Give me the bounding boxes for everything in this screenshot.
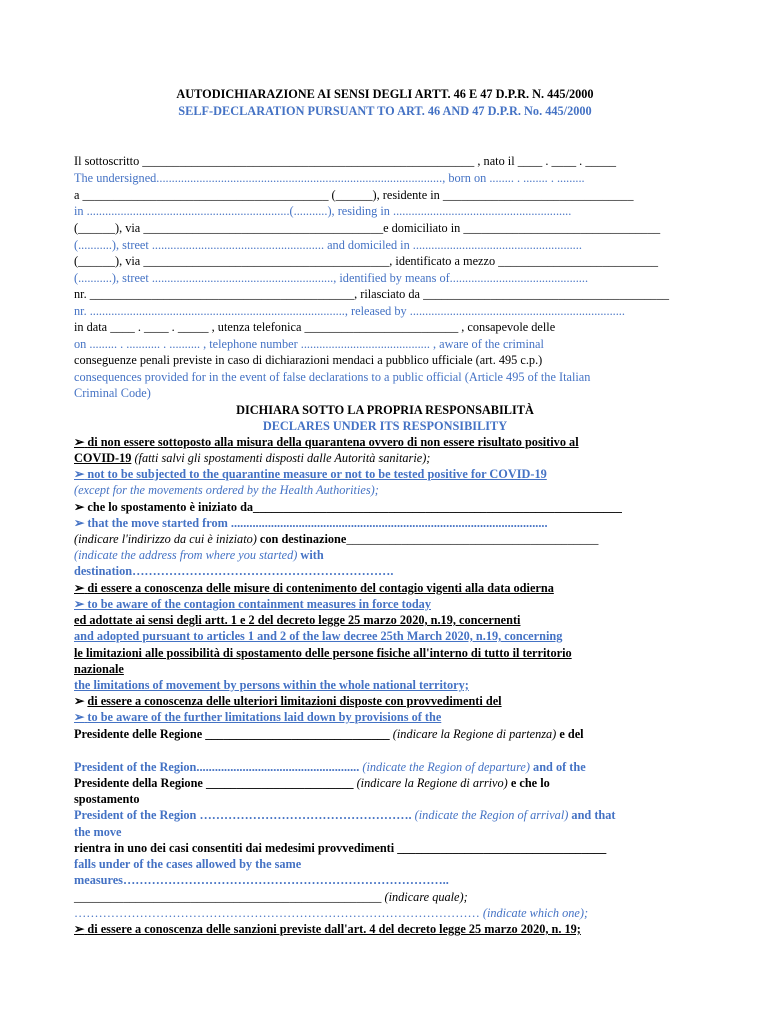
- line-residente: a ________________________________________ (______), residente in _______________________________: [74, 188, 634, 202]
- decl-quarantine-line2: (except for the movements ordered by the Health Authorities);: [74, 483, 379, 497]
- decl-the-move: the move: [74, 825, 122, 839]
- decl-falls-under: falls under of the cases allowed by the same: [74, 857, 302, 871]
- decl-presidente-arrivo: Presidente della Regione ________________________ (indicare la Regione di arrivo) e che lo: [74, 776, 550, 790]
- line-via-identificato: (______), via ________________________________________, identificato a mezzo __________________________: [74, 254, 659, 268]
- title-italian: AUTODICHIARAZIONE AI SENSI DEGLI ARTT. 46 E 47 D.P.R. N. 445/2000: [176, 87, 594, 101]
- bullet-arrow: ➢: [74, 467, 85, 481]
- decl-limitazioni: le limitazioni alle possibilità di spostamento delle persone fisiche all'interno di tutto il territorio: [74, 646, 572, 660]
- heading-dichiara: DICHIARA SOTTO LA PROPRIA RESPONSABILITÀ: [236, 403, 534, 417]
- line-street-identified: (...........), street ..........................................................., identified by means of.............................................: [74, 271, 589, 285]
- bullet-arrow: ➢: [74, 922, 85, 936]
- bullet-arrow: ➢: [74, 500, 85, 514]
- decl-measures: measures……………………………………………………………………..: [74, 873, 449, 887]
- decl-further-limitations: ➢ to be aware of the further limitations laid down by provisions of the: [74, 710, 442, 724]
- decl-quarantena-line2: COVID-19 (fatti salvi gli spostamenti disposti dalle Autorità sanitarie);: [74, 451, 431, 465]
- decl-indicate-which: ……………………………………………………………………………………… (indicate which one);: [74, 906, 589, 920]
- decl-sanzioni: ➢ di essere a conoscenza delle sanzioni previste dall'art. 4 del decreto legge 25 marzo 2020, n. 19;: [74, 922, 581, 936]
- decl-president-departure: President of the Region..................................................... (indicate the Region of departure) and of the: [74, 760, 586, 774]
- decl-nazionale: nazionale: [74, 662, 124, 676]
- decl-destination: destination……………………………………………………….: [74, 564, 394, 578]
- line-via-domiciliato: (______), via _______________________________________e domiciliato in ________________________________: [74, 221, 661, 235]
- heading-declares: DECLARES UNDER ITS RESPONSIBILITY: [262, 419, 508, 433]
- bullet-arrow: ➢: [74, 581, 85, 595]
- decl-presidente-partenza: Presidente delle Regione ______________________________ (indicare la Regione di partenza) e del: [74, 727, 584, 741]
- bullet-arrow: ➢: [74, 516, 85, 530]
- decl-president-arrival: President of the Region ……………………………………………. (indicate the Region of arrival) and that: [74, 808, 616, 822]
- line-undersigned: The undersigned............................................................................................., born on ........ . ........ . .........: [74, 171, 585, 185]
- decl-adottate-decreto: ed adottate ai sensi degli artt. 1 e 2 del decreto legge 25 marzo 2020, n.19, concernenti: [74, 613, 521, 627]
- line-criminal-code: Criminal Code): [74, 386, 151, 400]
- decl-rientra-casi: rientra in uno dei casi consentiti dai medesimi provvedimenti __________________________________: [74, 841, 607, 855]
- line-street-domiciled: (...........), street ........................................................ and domiciled in .......................................................: [74, 238, 582, 252]
- decl-containment-measures: ➢ to be aware of the contagion containment measures in force today: [74, 597, 431, 611]
- bullet-arrow: ➢: [74, 710, 85, 724]
- decl-limitations: the limitations of movement by persons within the whole national territory;: [74, 678, 469, 692]
- title-english: SELF-DECLARATION PURSUANT TO ART. 46 AND 47 D.P.R. No. 445/2000: [178, 104, 592, 118]
- line-conseguenze: conseguenze penali previste in caso di dichiarazioni mendaci a pubblico ufficiale (art. 495 c.p.): [74, 353, 543, 367]
- line-nr-rilasciato: nr. ___________________________________________, rilasciato da ________________________________________: [74, 287, 670, 301]
- bullet-arrow: ➢: [74, 597, 85, 611]
- decl-quarantine-line1: ➢ not to be subjected to the quarantine measure or not to be tested positive for COVID-19: [74, 467, 547, 481]
- decl-indirizzo-destinazione: (indicare l'indirizzo da cui è iniziato) con destinazione_________________________________________: [74, 532, 599, 546]
- line-residing: in ..................................................................(...........), residing in ..........................................................: [74, 204, 572, 218]
- line-data-telefonica: in data ____ . ____ . _____ , utenza telefonica _________________________ , consapevole delle: [74, 320, 556, 334]
- decl-move-started: ➢ that the move started from .......................................................................................................: [74, 516, 548, 530]
- line-date-telephone: on ......... . ........... . .......... , telephone number .......................................... , aware of the criminal: [74, 337, 544, 351]
- decl-ulteriori-limitazioni: ➢ di essere a conoscenza delle ulteriori limitazioni disposte con provvedimenti del: [74, 694, 502, 708]
- decl-spostamento: spostamento: [74, 792, 140, 806]
- line-sottoscritto: Il sottoscritto ______________________________________________________ , nato il ____ . ____ . _____: [74, 154, 617, 168]
- decl-quarantena-line1: ➢ di non essere sottoposto alla misura della quarantena ovvero di non essere risultato positivo al: [74, 435, 579, 449]
- decl-adopted-decree: and adopted pursuant to articles 1 and 2 of the law decree 25th March 2020, n.19, concerning: [74, 629, 563, 643]
- decl-spostamento-iniziato: ➢ che lo spostamento è iniziato da____________________________________________________________: [74, 500, 622, 514]
- bullet-arrow: ➢: [74, 694, 85, 708]
- bullet-arrow: ➢: [74, 435, 85, 449]
- line-nr-released: nr. ..................................................................................., released by ......................................................................: [74, 304, 625, 318]
- decl-address-with: (indicate the address from where you started) with: [74, 548, 324, 562]
- decl-misure-contenimento: ➢ di essere a conoscenza delle misure di contenimento del contagio vigenti alla data odierna: [74, 581, 554, 595]
- line-consequences: consequences provided for in the event of false declarations to a public official (Article 495 of the Italian: [74, 370, 591, 384]
- decl-indicare-quale: __________________________________________________ (indicare quale);: [74, 890, 468, 904]
